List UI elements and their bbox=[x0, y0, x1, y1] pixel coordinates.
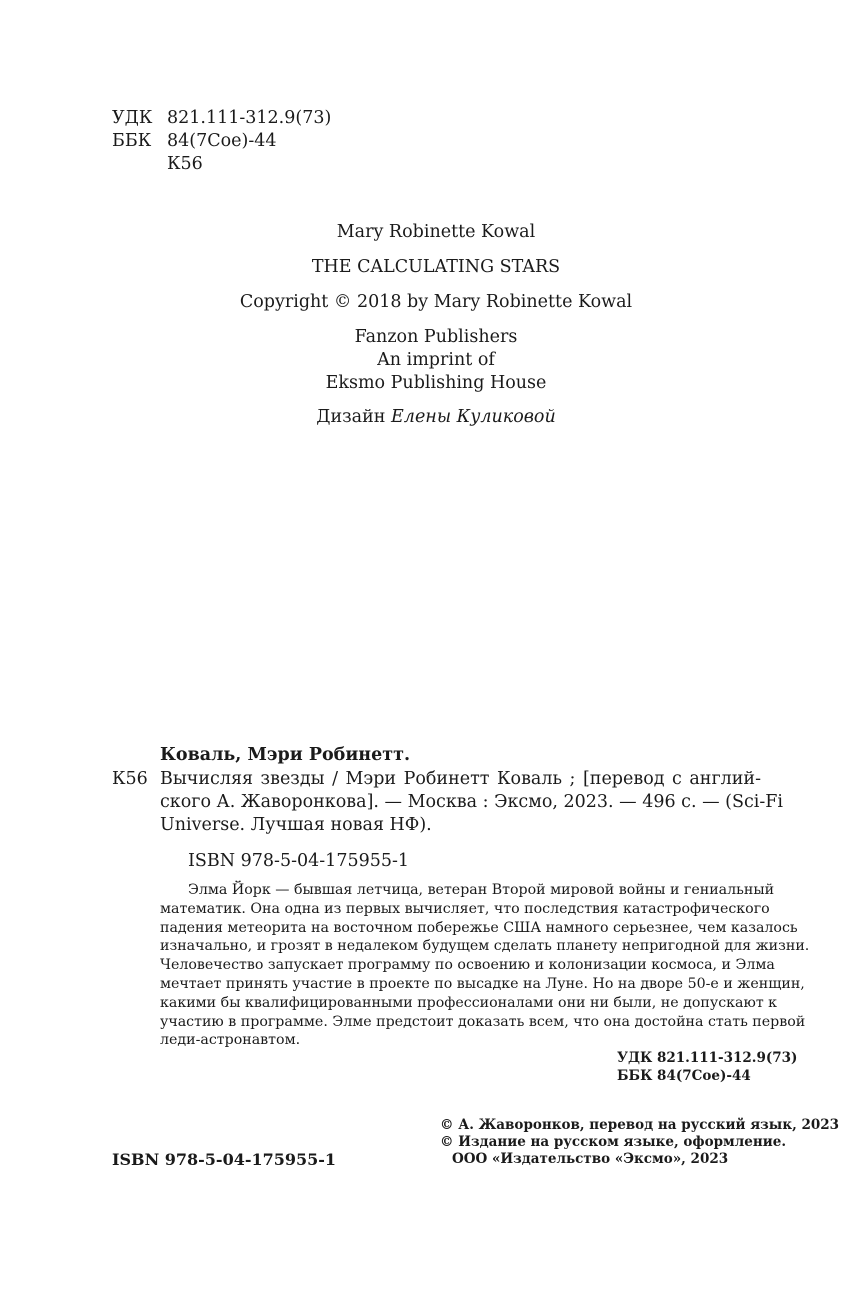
author-mark: К56 bbox=[167, 154, 203, 174]
catalog-description bbox=[160, 768, 784, 837]
publisher-line: Eksmo Publishing House bbox=[325, 373, 547, 393]
catalog-line: Universe. Лучшая новая НФ). bbox=[160, 815, 432, 835]
annotation-line: математик. Она одна из первых вычисляет, что последствия катастрофического bbox=[160, 900, 770, 917]
design-name: Елены Куликовой bbox=[391, 407, 556, 427]
catalog-line: Вычисляя звезды / Мэри Робинетт Коваль ; [перевод с англий- bbox=[160, 769, 761, 789]
catalog-line: ского А. Жаворонкова]. — Москва : Эксмо, 2023. — 496 с. — (Sci-Fi bbox=[160, 792, 784, 812]
bbk-code: ББК 84(7Сое)-44 bbox=[617, 1068, 751, 1084]
design-credit bbox=[0, 406, 845, 429]
bbk-label: ББК bbox=[112, 131, 152, 151]
publisher-copyright: ООО «Издательство «Эксмо», 2023 bbox=[452, 1151, 729, 1167]
udk-code: УДК 821.111-312.9(73) bbox=[617, 1050, 798, 1066]
edition-copyright: © Издание на русском языке, оформление. bbox=[440, 1134, 787, 1150]
udk-label: УДК bbox=[112, 108, 153, 128]
bbk-value: 84(7Сое)-44 bbox=[167, 131, 277, 151]
udk-value: 821.111-312.9(73) bbox=[167, 108, 332, 128]
annotation bbox=[160, 881, 810, 1050]
original-title: THE CALCULATING STARS bbox=[311, 257, 561, 277]
annotation-line: Человечество запускает программу по освоению и колонизации космоса, и Элма bbox=[160, 957, 775, 974]
design-prefix: Дизайн bbox=[316, 407, 386, 427]
original-author: Mary Robinette Kowal bbox=[336, 222, 536, 242]
translation-copyright: © А. Жаворонков, перевод на русский язык, 2023 bbox=[440, 1117, 840, 1133]
annotation-line: участию в программе. Элме предстоит доказать всем, что она достойна стать первой bbox=[160, 1013, 806, 1030]
footer-isbn: ISBN 978-5-04-175955-1 bbox=[112, 1150, 337, 1169]
annotation-line: мечтает принять участие в проекте по высадке на Луне. Но на дворе 50-е и женщин, bbox=[160, 975, 805, 992]
annotation-line: какими бы квалифицированными профессионалами они ни были, не допускают к bbox=[160, 994, 778, 1011]
catalog-mark: К56 bbox=[112, 769, 148, 789]
annotation-line: падения метеорита на восточном побережье США намного серьезнее, чем казалось bbox=[160, 919, 798, 936]
catalog-isbn: ISBN 978-5-04-175955-1 bbox=[188, 851, 410, 871]
annotation-line: леди-астронавтом. bbox=[160, 1032, 301, 1049]
annotation-line: изначально, и грозят в недалеком будущем сделать планету непригодной для жизни. bbox=[160, 938, 810, 955]
publisher-line: An imprint of bbox=[377, 350, 495, 370]
original-copyright: Copyright © 2018 by Mary Robinette Kowal bbox=[239, 292, 633, 312]
catalog-author-heading: Коваль, Мэри Робинетт. bbox=[160, 745, 411, 765]
publisher-line: Fanzon Publishers bbox=[354, 327, 518, 347]
annotation-line: Элма Йорк — бывшая летчица, ветеран Второй мировой войны и гениальный bbox=[188, 882, 775, 898]
